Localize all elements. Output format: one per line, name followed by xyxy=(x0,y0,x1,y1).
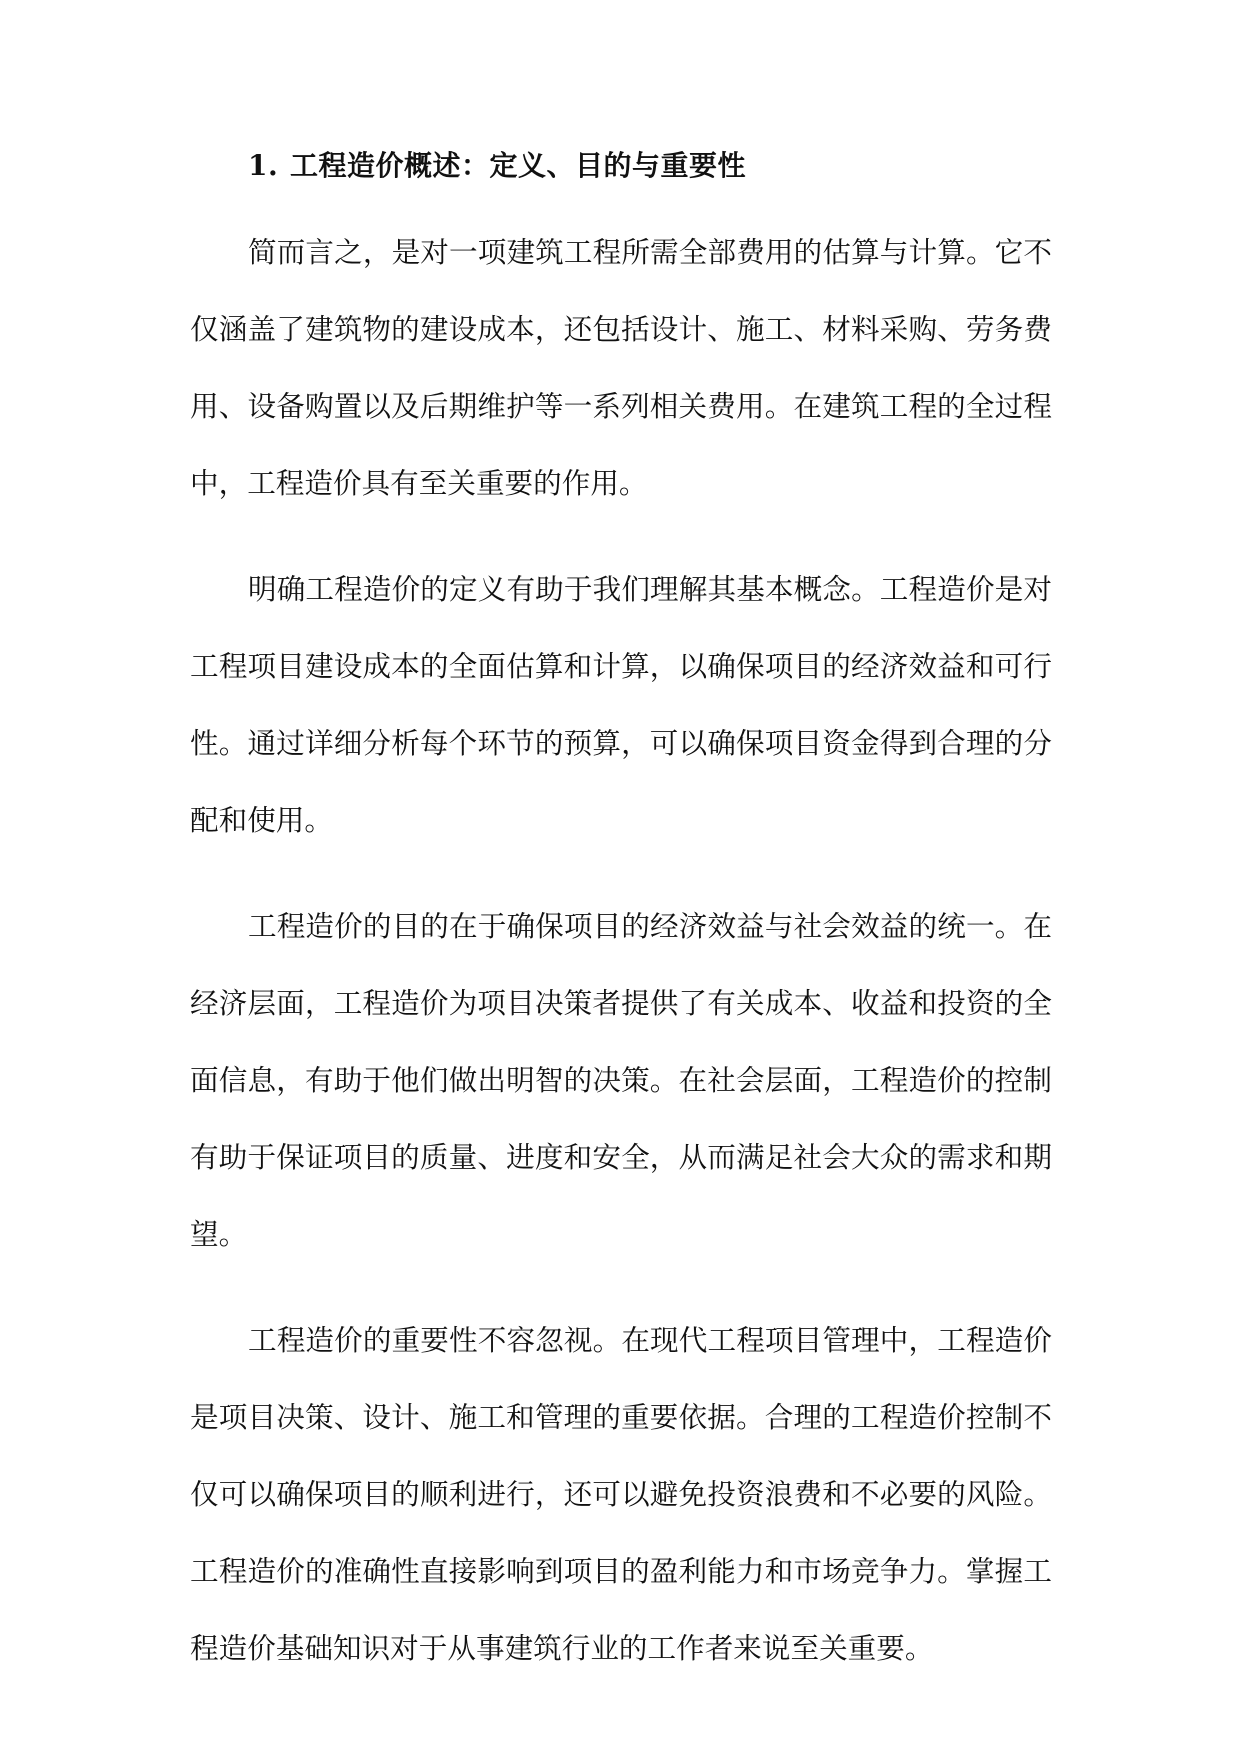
paragraph-importance: 工程造价的重要性不容忽视。在现代工程项目管理中，工程造价是项目决策、设计、施工和管理的重要依据。合理的工程造价控制不仅可以确保项目的顺利进行，还可以避免投资浪费和不必要的风险。工程造价的准确性直接影响到项目的盈利能力和市场竞争力。掌握工程造价基础知识对于从事建筑行业的工作者来说至关重要。 xyxy=(190,1323,1052,1665)
document-body xyxy=(190,146,1052,1716)
paragraph-meaning: 明确工程造价的定义有助于我们理解其基本概念。工程造价是对工程项目建设成本的全面估算和计算，以确保项目的经济效益和可行性。通过详细分析每个环节的预算，可以确保项目资金得到合理的分配和使用。 xyxy=(190,572,1052,837)
section-title: 工程造价概述：定义、目的与重要性 xyxy=(290,149,747,182)
paragraph-purpose: 工程造价的目的在于确保项目的经济效益与社会效益的统一。在经济层面，工程造价为项目决策者提供了有关成本、收益和投资的全面信息，有助于他们做出明智的决策。在社会层面，工程造价的控制有助于保证项目的质量、进度和安全，从而满足社会大众的需求和期望。 xyxy=(190,909,1052,1251)
paragraph-definition: 简而言之，是对一项建筑工程所需全部费用的估算与计算。它不仅涵盖了建筑物的建设成本，还包括设计、施工、材料采购、劳务费用、设备购置以及后期维护等一系列相关费用。在建筑工程的全过程中，工程造价具有至关重要的作用。 xyxy=(190,235,1052,500)
section-heading xyxy=(248,146,1052,186)
section-number: 1. xyxy=(248,149,279,182)
